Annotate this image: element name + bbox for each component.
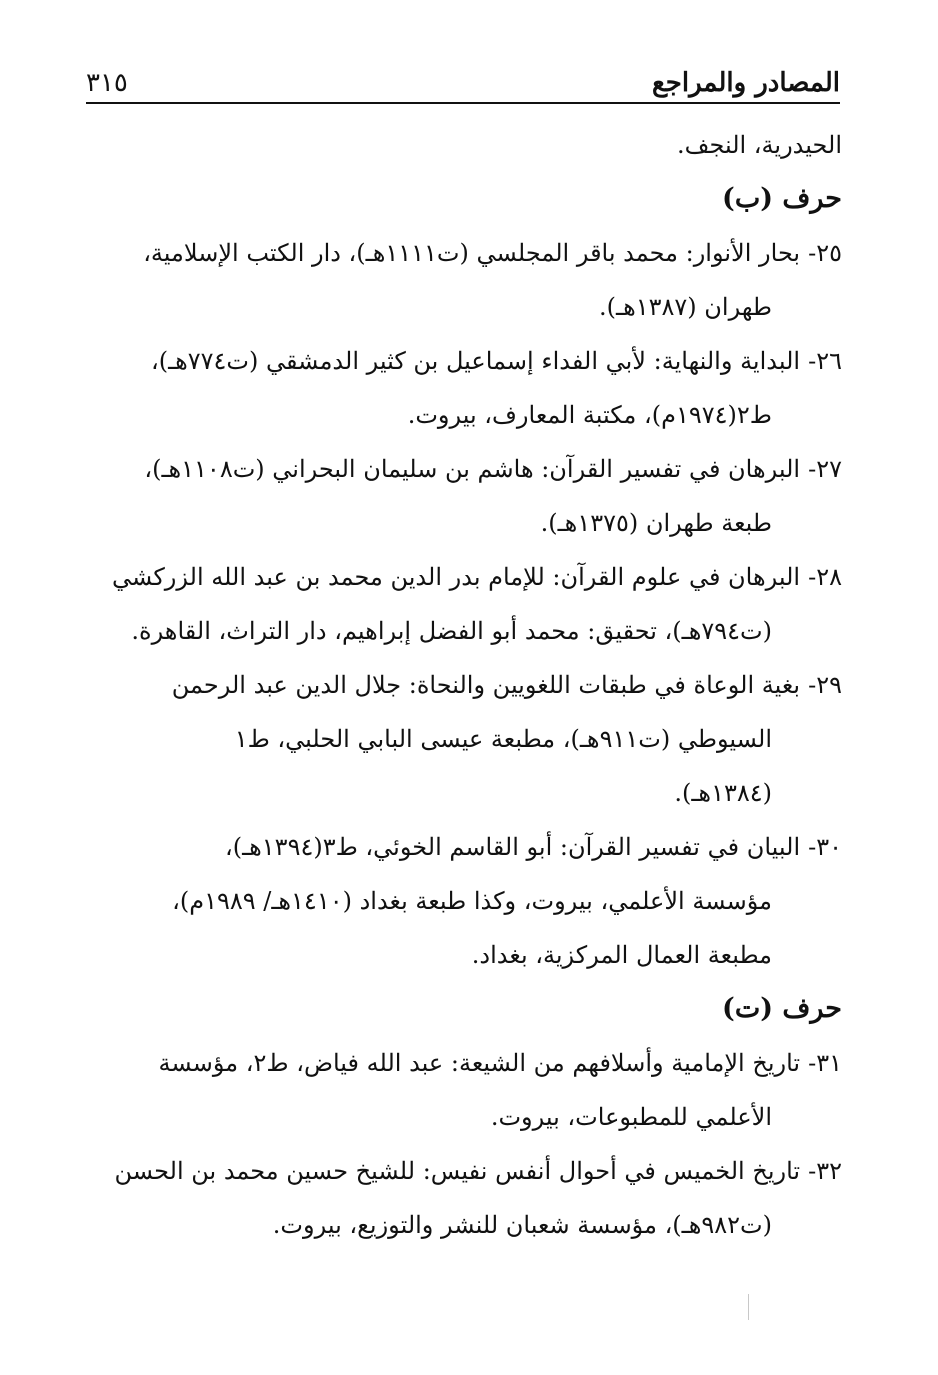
entry-text: مطبعة العمال المركزية، بغداد. xyxy=(471,941,772,969)
entry-number: ٢٨- xyxy=(808,563,842,591)
line xyxy=(114,1157,842,1185)
running-title: المصادر والمراجع xyxy=(651,68,840,98)
entry-text: (ت٧٩٤هـ)، تحقيق: محمد أبو الفضل إبراهيم، دار التراث، القاهرة. xyxy=(131,617,772,645)
reference-entry-30 xyxy=(86,820,842,982)
references-body xyxy=(86,118,842,1252)
section-heading-ta: حرف (ت) xyxy=(722,993,842,1024)
entry-text: بحار الأنوار: محمد باقر المجلسي (ت١١١١هـ)، دار الكتب الإسلامية، xyxy=(143,239,801,267)
entry-text: البداية والنهاية: لأبي الفداء إسماعيل بن كثير الدمشقي (ت٧٧٤هـ)، xyxy=(150,347,801,375)
entry-number: ٢٩- xyxy=(808,671,842,699)
scan-artifact xyxy=(748,1294,749,1320)
entry-number: ٣١- xyxy=(808,1049,842,1077)
reference-entry-31 xyxy=(86,1036,842,1144)
entry-number: ٣٠- xyxy=(808,833,842,861)
entry-text: البرهان في تفسير القرآن: هاشم بن سليمان البحراني (ت١١٠٨هـ)، xyxy=(144,455,801,483)
line xyxy=(112,563,842,591)
entry-text: (ت٩٨٢هـ)، مؤسسة شعبان للنشر والتوزيع، بيروت. xyxy=(272,1211,772,1239)
line xyxy=(225,833,842,861)
entry-number: ٢٥- xyxy=(808,239,842,267)
entry-number: ٢٧- xyxy=(808,455,842,483)
entry-text: طبعة طهران (١٣٧٥هـ). xyxy=(540,509,772,537)
entry-text: تاريخ الإمامية وأسلافهم من الشيعة: عبد الله فياض، ط٢، مؤسسة xyxy=(158,1049,801,1077)
entry-text: بغية الوعاة في طبقات اللغويين والنحاة: جلال الدين عبد الرحمن xyxy=(171,671,801,699)
page-header xyxy=(86,60,840,104)
continuation-line: الحيدرية، النجف. xyxy=(676,131,842,159)
line xyxy=(172,671,842,699)
reference-entry-25 xyxy=(86,226,842,334)
line xyxy=(159,1049,843,1077)
reference-entry-29 xyxy=(86,658,842,820)
entry-text: البيان في تفسير القرآن: أبو القاسم الخوئي، ط٣(١٣٩٤هـ)، xyxy=(224,833,801,861)
line xyxy=(144,455,842,483)
entry-text: البرهان في علوم القرآن: للإمام بدر الدين محمد بن عبد الله الزركشي xyxy=(111,563,801,591)
line xyxy=(143,239,842,267)
entry-text: طهران (١٣٨٧هـ). xyxy=(599,293,772,321)
entry-text: تاريخ الخميس في أحوال أنفس نفيس: للشيخ حسين محمد بن الحسن xyxy=(114,1157,801,1185)
entry-text: ط٢(١٩٧٤م)، مكتبة المعارف، بيروت. xyxy=(407,401,772,429)
reference-entry-28 xyxy=(86,550,842,658)
entry-text: السيوطي (ت٩١١هـ)، مطبعة عيسى البابي الحلبي، ط١ xyxy=(234,725,772,753)
line xyxy=(151,347,842,375)
reference-entry-27 xyxy=(86,442,842,550)
section-heading-ba: حرف (ب) xyxy=(722,183,842,214)
entry-number: ٣٢- xyxy=(808,1157,842,1185)
reference-entry-32 xyxy=(86,1144,842,1252)
entry-text: الأعلمي للمطبوعات، بيروت. xyxy=(490,1103,772,1131)
entry-text: مؤسسة الأعلمي، بيروت، وكذا طبعة بغداد (١٤١٠هـ/ ١٩٨٩م)، xyxy=(172,887,772,915)
entry-number: ٢٦- xyxy=(808,347,842,375)
page-number: ٣١٥ xyxy=(86,68,128,98)
reference-entry-26 xyxy=(86,334,842,442)
entry-text: (١٣٨٤هـ). xyxy=(674,779,772,807)
